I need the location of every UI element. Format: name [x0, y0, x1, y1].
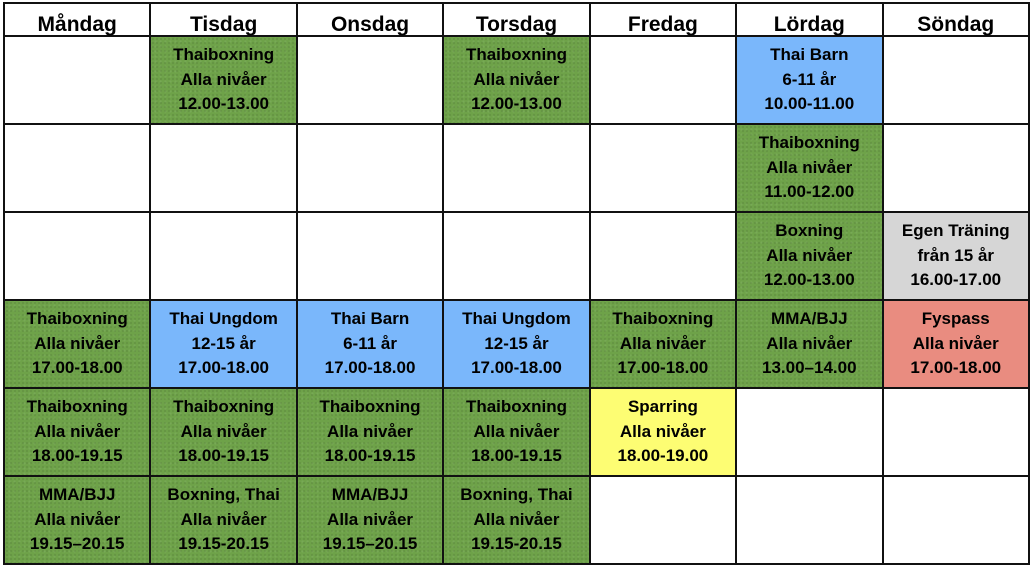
class-time: 17.00-18.00 — [31, 358, 123, 378]
class-session-cell — [443, 300, 589, 388]
class-session-cell — [590, 300, 736, 388]
class-time: 19.15-20.15 — [178, 534, 269, 554]
class-session-cell — [883, 300, 1030, 388]
class-time: 10.00-11.00 — [764, 94, 855, 114]
class-time: 17.00-18.00 — [471, 358, 562, 378]
class-time: 18.00-19.15 — [31, 446, 123, 466]
day-header-saturday: Lördag — [736, 3, 882, 36]
empty-slot-cell — [4, 212, 150, 300]
time-slot-row — [4, 36, 1029, 124]
class-time: 13.00–14.00 — [762, 358, 857, 378]
empty-slot-cell — [150, 212, 296, 300]
class-level: Alla nivåer — [180, 421, 267, 441]
class-level: 12-15 år — [484, 333, 549, 353]
class-level: Alla nivåer — [912, 333, 999, 353]
day-header-monday: Måndag — [4, 3, 150, 36]
empty-slot-cell — [443, 212, 589, 300]
class-name: MMA/BJJ — [331, 485, 409, 505]
class-level: Alla nivåer — [327, 509, 414, 529]
class-session-cell — [736, 300, 882, 388]
class-level: 6-11 år — [782, 69, 837, 89]
class-name: Thaiboxning — [173, 397, 275, 417]
class-session-cell — [4, 476, 150, 564]
class-session-cell — [736, 212, 882, 300]
class-level: Alla nivåer — [473, 421, 560, 441]
class-time: 17.00-18.00 — [178, 358, 269, 378]
class-level: Alla nivåer — [619, 333, 706, 353]
empty-slot-cell — [736, 476, 882, 564]
class-session-cell — [297, 388, 443, 476]
class-time: 19.15–20.15 — [322, 534, 418, 554]
class-time: 12.00-13.00 — [471, 94, 562, 114]
class-name: Thaiboxning — [465, 397, 567, 417]
class-session-cell — [297, 476, 443, 564]
class-level: Alla nivåer — [766, 245, 853, 265]
class-session-cell — [443, 476, 589, 564]
class-time: 18.00-19.15 — [471, 446, 562, 466]
schedule-body — [4, 36, 1029, 564]
empty-slot-cell — [150, 124, 296, 212]
class-time: 17.00-18.00 — [324, 358, 416, 378]
class-time: 16.00-17.00 — [910, 270, 1002, 290]
class-name: Boxning, Thai — [167, 485, 280, 505]
class-session-cell — [590, 388, 736, 476]
class-level: Alla nivåer — [619, 421, 706, 441]
class-session-cell — [4, 300, 150, 388]
class-name: MMA/BJJ — [771, 309, 848, 329]
class-session-cell — [4, 388, 150, 476]
day-header-sunday: Söndag — [883, 3, 1030, 36]
class-session-cell — [443, 388, 589, 476]
class-session-cell — [150, 476, 296, 564]
empty-slot-cell — [590, 124, 736, 212]
class-name: Thaiboxning — [612, 309, 714, 329]
empty-slot-cell — [590, 212, 736, 300]
class-session-cell — [736, 124, 882, 212]
class-name: Thaiboxning — [26, 397, 128, 417]
class-level: Alla nivåer — [34, 421, 121, 441]
time-slot-row — [4, 388, 1029, 476]
time-slot-row — [4, 124, 1029, 212]
empty-slot-cell — [736, 388, 882, 476]
weekly-schedule-table — [3, 2, 1030, 565]
day-header-friday: Fredag — [590, 3, 736, 36]
class-time: 19.15–20.15 — [29, 534, 125, 554]
class-level: Alla nivåer — [473, 69, 560, 89]
class-name: Thaiboxning — [319, 397, 421, 417]
class-name: Thaiboxning — [26, 309, 128, 329]
day-header-row — [4, 3, 1029, 36]
class-name: MMA/BJJ — [38, 485, 116, 505]
empty-slot-cell — [883, 476, 1030, 564]
class-name: Thai Barn — [770, 45, 849, 65]
class-session-cell — [736, 36, 882, 124]
class-level: Alla nivåer — [766, 157, 853, 177]
class-session-cell — [150, 388, 296, 476]
class-name: Thai Ungdom — [462, 309, 571, 329]
class-name: Thai Ungdom — [169, 309, 278, 329]
class-name: Boxning — [775, 221, 844, 241]
class-level: Alla nivåer — [327, 421, 414, 441]
class-session-cell — [443, 36, 589, 124]
class-session-cell — [150, 300, 296, 388]
class-level: Alla nivåer — [34, 509, 121, 529]
empty-slot-cell — [4, 124, 150, 212]
class-time: 18.00-19.15 — [324, 446, 416, 466]
class-level: Alla nivåer — [473, 509, 560, 529]
time-slot-row — [4, 476, 1029, 564]
class-name: Fyspass — [921, 309, 990, 329]
class-level: Alla nivåer — [34, 333, 121, 353]
class-name: Boxning, Thai — [460, 485, 573, 505]
class-name: Thaiboxning — [465, 45, 567, 65]
class-level: Alla nivåer — [180, 509, 267, 529]
empty-slot-cell — [443, 124, 589, 212]
class-level: 12-15 år — [191, 333, 256, 353]
time-slot-row — [4, 300, 1029, 388]
class-time: 12.00-13.00 — [178, 94, 269, 114]
class-level: Alla nivåer — [766, 333, 853, 353]
class-time: 19.15-20.15 — [471, 534, 562, 554]
class-time: 18.00-19.15 — [178, 446, 269, 466]
class-time: 17.00-18.00 — [910, 358, 1002, 378]
day-header-wednesday: Onsdag — [297, 3, 443, 36]
class-name: Sparring — [627, 397, 698, 417]
empty-slot-cell — [297, 212, 443, 300]
empty-slot-cell — [4, 36, 150, 124]
empty-slot-cell — [297, 36, 443, 124]
class-time: 12.00-13.00 — [763, 270, 855, 290]
empty-slot-cell — [297, 124, 443, 212]
empty-slot-cell — [883, 124, 1030, 212]
class-time: 11.00-12.00 — [764, 182, 855, 202]
empty-slot-cell — [590, 476, 736, 564]
class-session-cell — [150, 36, 296, 124]
empty-slot-cell — [883, 36, 1030, 124]
class-level: från 15 år — [917, 245, 995, 265]
day-header-thursday: Torsdag — [443, 3, 589, 36]
empty-slot-cell — [883, 388, 1030, 476]
time-slot-row — [4, 212, 1029, 300]
class-time: 18.00-19.00 — [617, 446, 709, 466]
class-level: Alla nivåer — [180, 69, 267, 89]
class-name: Thai Barn — [330, 309, 410, 329]
class-session-cell — [883, 212, 1030, 300]
class-name: Thaiboxning — [758, 133, 860, 153]
class-level: 6-11 år — [343, 333, 397, 353]
class-session-cell — [297, 300, 443, 388]
empty-slot-cell — [590, 36, 736, 124]
class-time: 17.00-18.00 — [617, 358, 709, 378]
class-name: Egen Träning — [901, 221, 1010, 241]
day-header-tuesday: Tisdag — [150, 3, 296, 36]
class-name: Thaiboxning — [173, 45, 275, 65]
